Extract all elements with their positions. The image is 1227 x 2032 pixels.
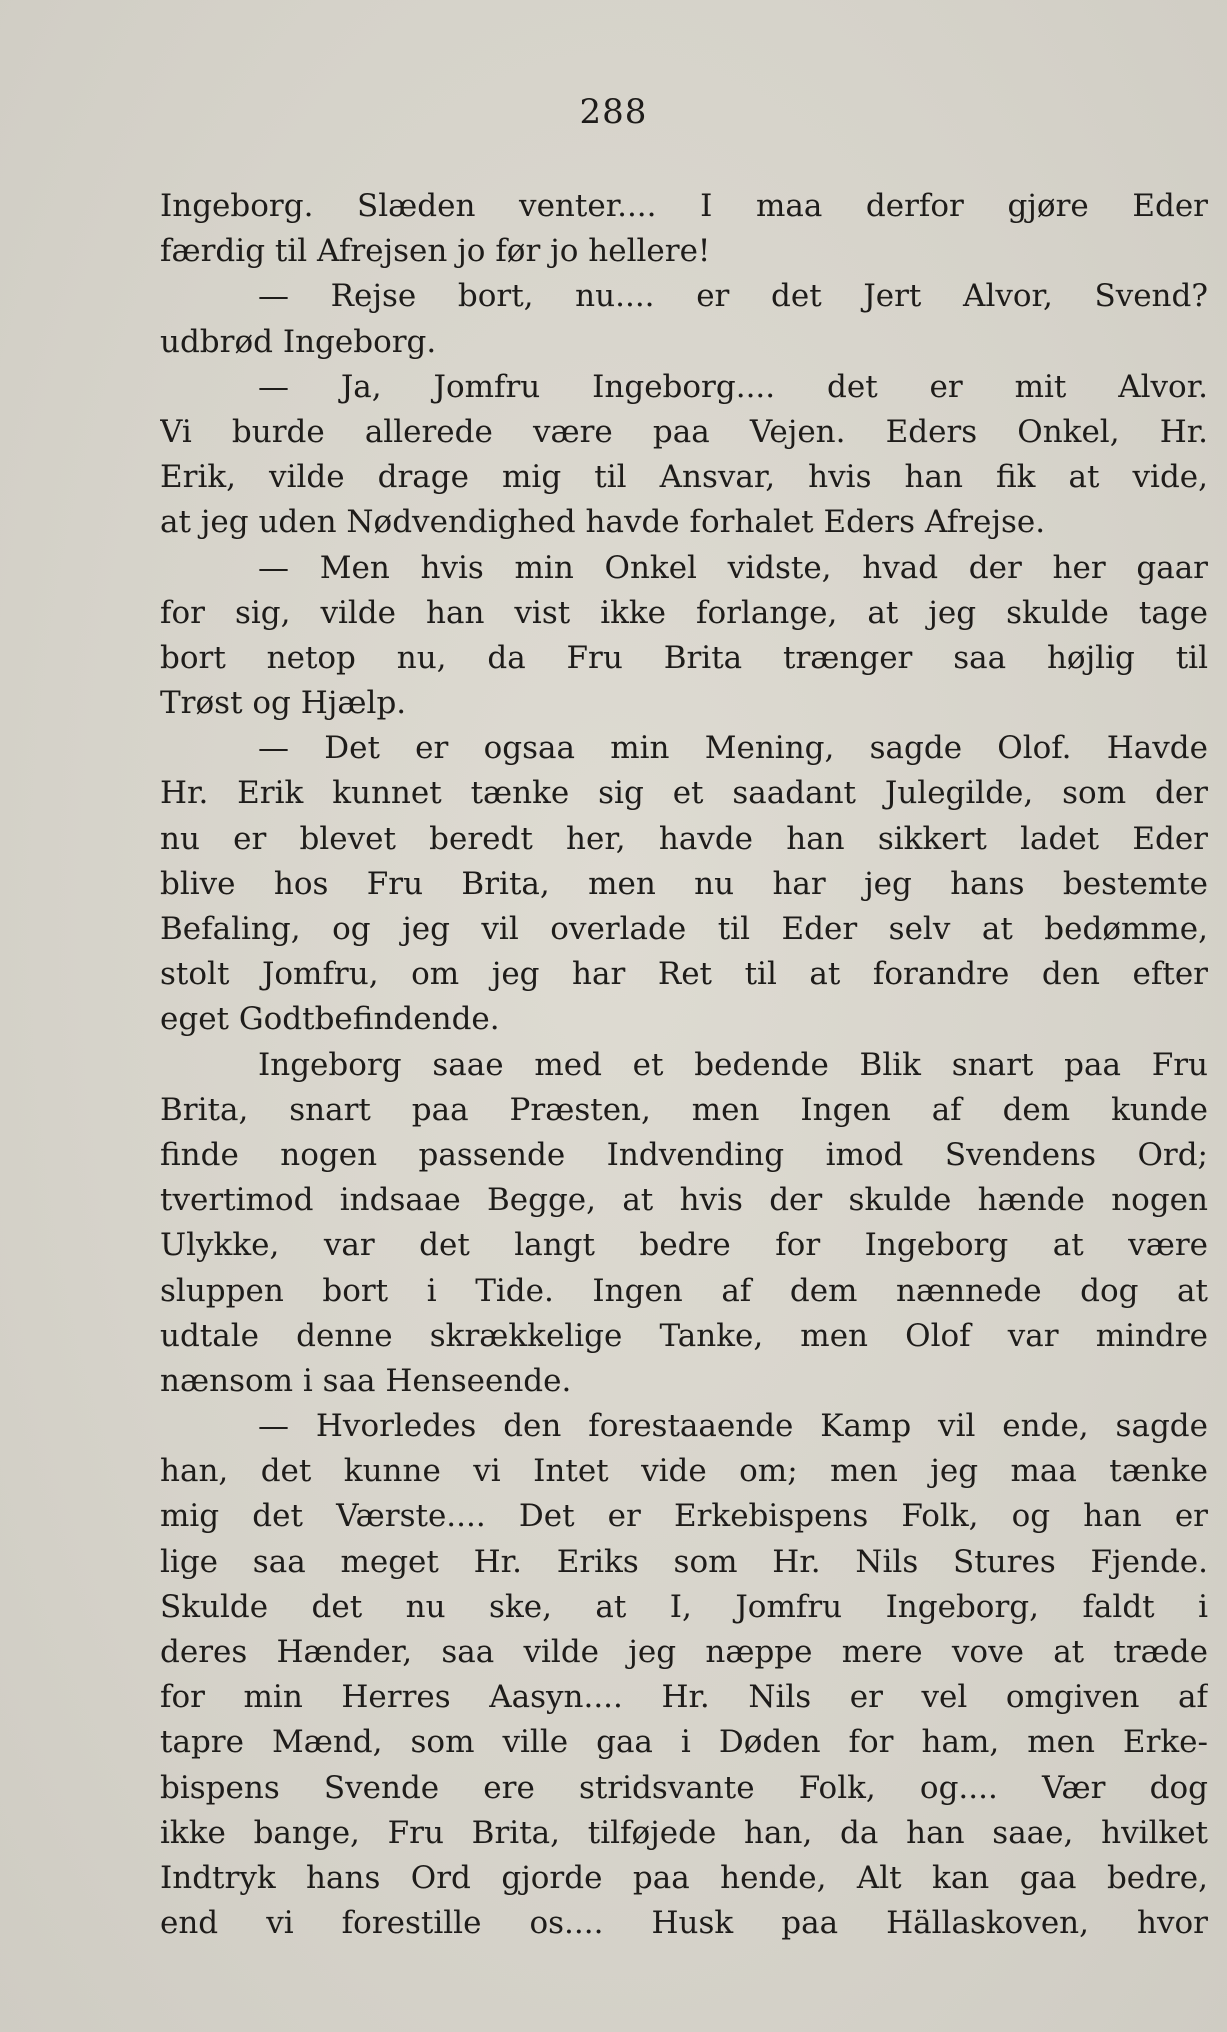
text-line: Indtryk hans Ord gjorde paa hende, Alt kan gaa bedre, (160, 1859, 1208, 1896)
text-line: for min Herres Aasyn.... Hr. Nils er vel omgiven af (160, 1679, 1208, 1716)
text-line: — Rejse bort, nu.... er det Jert Alvor, Svend? (258, 278, 1208, 315)
text-line: Ingeborg saae med et bedende Blik snart paa Fru (258, 1046, 1208, 1083)
text-line: færdig til Afrejsen jo før jo hellere! (160, 233, 711, 270)
text-line: udtale denne skrækkelige Tanke, men Olof var mindre (160, 1317, 1208, 1354)
text-line: Hr. Erik kunnet tænke sig et saadant Julegilde, som der (160, 775, 1208, 812)
text-line: stolt Jomfru, om jeg har Ret til at forandre den efter (160, 956, 1208, 993)
text-line: eget Godtbefindende. (160, 1001, 500, 1038)
text-line: for sig, vilde han vist ikke forlange, at jeg skulde tage (160, 594, 1208, 631)
text-line: Ulykke, var det langt bedre for Ingeborg at være (160, 1227, 1208, 1264)
text-line: nænsom i saa Henseende. (160, 1362, 572, 1399)
text-line: ikke bange, Fru Brita, tilføjede han, da han saae, hvilket (160, 1814, 1208, 1851)
page-number: 288 (579, 92, 648, 132)
text-line: at jeg uden Nødvendighed havde forhalet Eders Afrejse. (160, 504, 1046, 541)
body-text (160, 184, 1208, 1946)
text-line: Vi burde allerede være paa Vejen. Eders Onkel, Hr. (160, 413, 1208, 450)
text-line: Trøst og Hjælp. (160, 685, 407, 722)
text-line: finde nogen passende Indvending imod Svendens Ord; (160, 1136, 1208, 1173)
text-line: blive hos Fru Brita, men nu har jeg hans bestemte (160, 865, 1208, 902)
text-line: mig det Værste.... Det er Erkebispens Folk, og han er (160, 1498, 1208, 1535)
text-line: — Hvorledes den forestaaende Kamp vil ende, sagde (258, 1408, 1208, 1445)
text-line: — Men hvis min Onkel vidste, hvad der her gaar (258, 549, 1208, 586)
text-line: Skulde det nu ske, at I, Jomfru Ingeborg, faldt i (160, 1588, 1208, 1625)
text-line: — Det er ogsaa min Mening, sagde Olof. Havde (258, 730, 1208, 767)
text-line: tapre Mænd, som ville gaa i Døden for ham, men Erke- (160, 1724, 1208, 1761)
text-line: udbrød Ingeborg. (160, 323, 437, 360)
text-line: nu er blevet beredt her, havde han sikkert ladet Eder (160, 820, 1208, 857)
text-line: Erik, vilde drage mig til Ansvar, hvis han fik at vide, (160, 459, 1208, 496)
text-line: lige saa meget Hr. Eriks som Hr. Nils Stures Fjende. (160, 1543, 1208, 1580)
text-line: deres Hænder, saa vilde jeg næppe mere vove at træde (160, 1634, 1208, 1670)
text-line: end vi forestille os.... Husk paa Hällaskoven, hvor (160, 1905, 1208, 1942)
text-line: tvertimod indsaae Begge, at hvis der skulde hænde nogen (160, 1182, 1208, 1219)
text-line: — Ja, Jomfru Ingeborg.... det er mit Alvor. (258, 368, 1208, 405)
text-line: sluppen bort i Tide. Ingen af dem nænnede dog at (160, 1272, 1208, 1309)
text-line: Ingeborg. Slæden venter.... I maa derfor gjøre Eder (160, 188, 1208, 224)
text-line: han, det kunne vi Intet vide om; men jeg maa tænke (160, 1453, 1208, 1490)
text-line: Befaling, og jeg vil overlade til Eder selv at bedømme, (160, 911, 1208, 947)
text-line: bispens Svende ere stridsvante Folk, og.... Vær dog (160, 1769, 1208, 1806)
text-line: bort netop nu, da Fru Brita trænger saa højlig til (160, 639, 1208, 676)
text-line: Brita, snart paa Præsten, men Ingen af dem kunde (160, 1091, 1208, 1128)
